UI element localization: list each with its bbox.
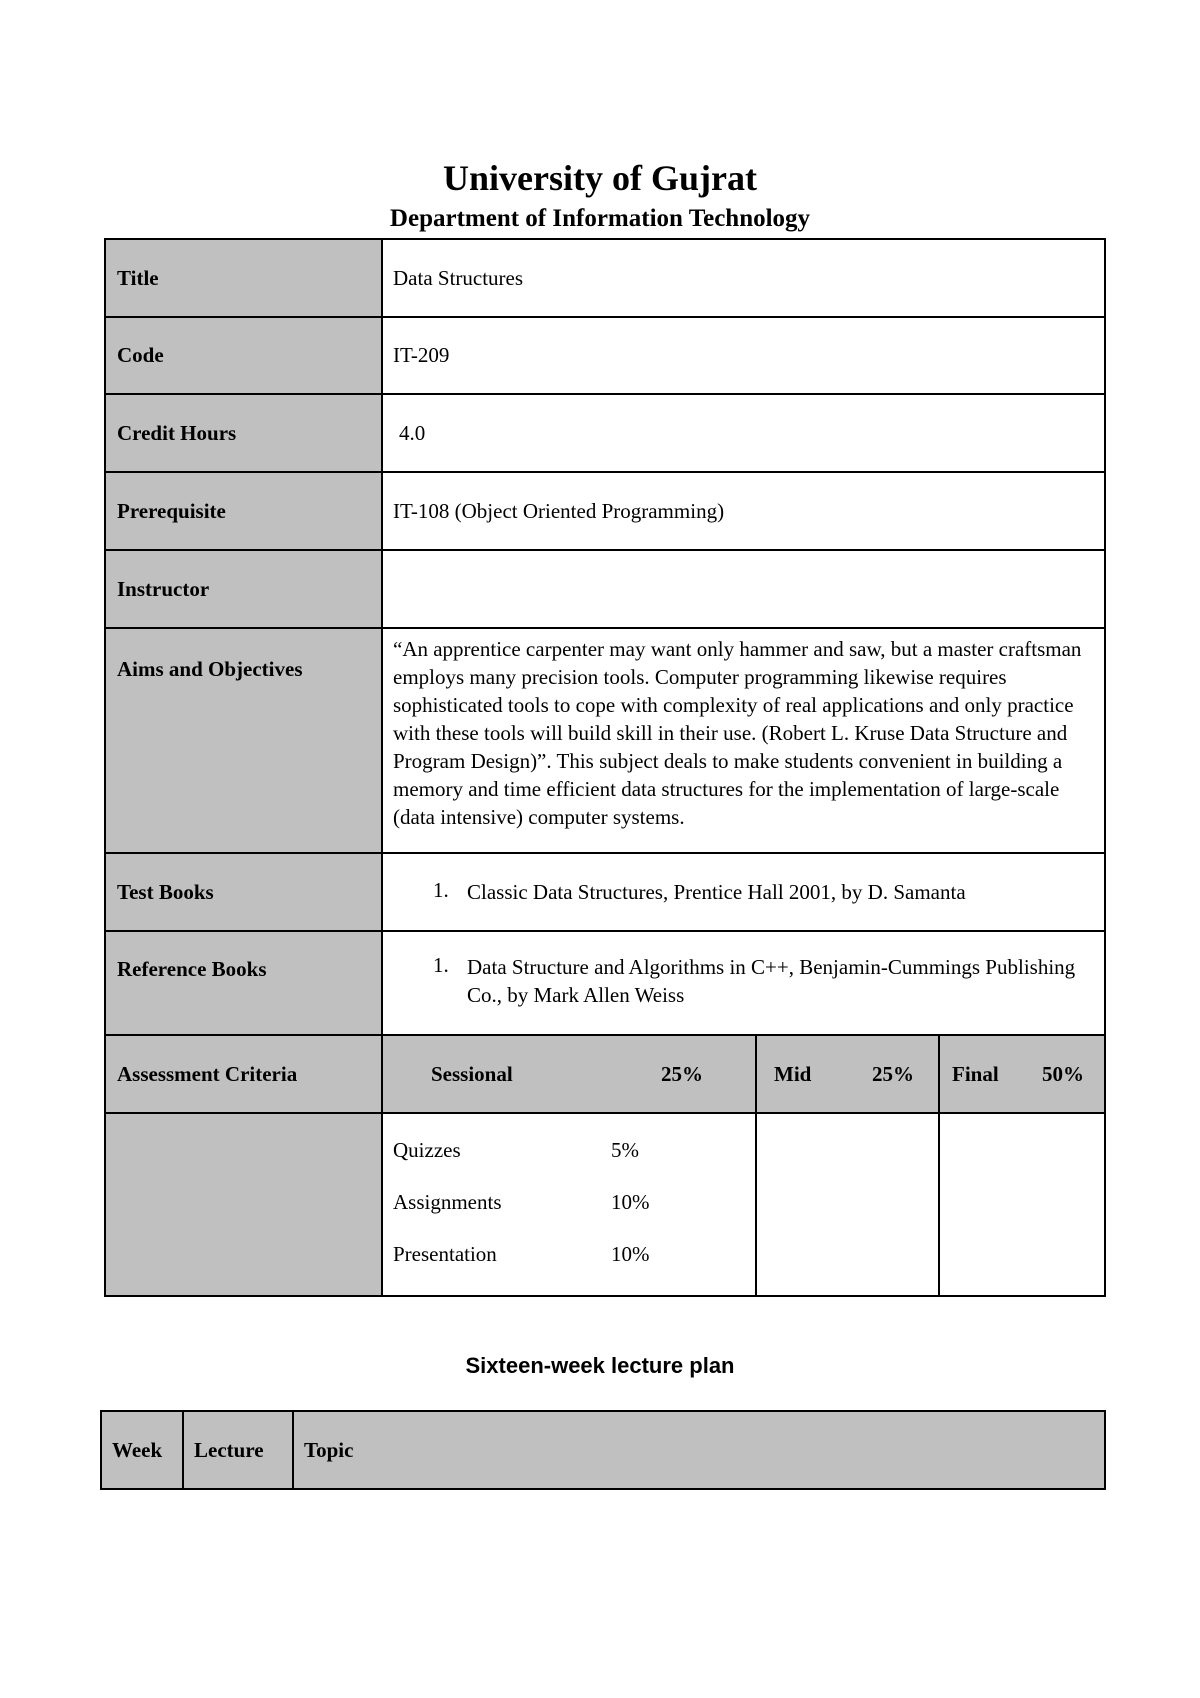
row-prerequisite bbox=[105, 472, 1105, 550]
week-header: Week bbox=[101, 1411, 183, 1489]
list-item bbox=[383, 953, 1104, 1009]
test-book-text: Classic Data Structures, Prentice Hall 2001, by D. Samanta bbox=[467, 880, 966, 904]
item-percent: 5% bbox=[611, 1137, 639, 1162]
list-item bbox=[393, 1228, 755, 1280]
row-test-books bbox=[105, 853, 1105, 931]
row-instructor bbox=[105, 550, 1105, 628]
table-row bbox=[101, 1411, 1105, 1489]
university-title: University of Gujrat bbox=[443, 158, 757, 198]
sessional-label: Sessional bbox=[431, 1061, 513, 1086]
instructor-value bbox=[382, 550, 1105, 628]
item-name: Quizzes bbox=[393, 1137, 461, 1162]
row-assessment-breakdown bbox=[105, 1113, 1105, 1296]
test-books-label: Test Books bbox=[105, 853, 382, 931]
list-number: 1. bbox=[433, 953, 449, 977]
lecture-header: Lecture bbox=[183, 1411, 293, 1489]
code-label: Code bbox=[105, 317, 382, 394]
item-name: Assignments bbox=[393, 1189, 502, 1214]
final-percent: 50% bbox=[1042, 1061, 1084, 1086]
lecture-plan-title: Sixteen-week lecture plan bbox=[465, 1353, 735, 1378]
department-title: Department of Information Technology bbox=[389, 205, 811, 232]
final-label: Final bbox=[952, 1061, 999, 1086]
topic-header: Topic bbox=[293, 1411, 1105, 1489]
list-number: 1. bbox=[433, 878, 449, 902]
item-percent: 10% bbox=[611, 1189, 650, 1214]
list-item bbox=[393, 1124, 755, 1176]
mid-label: Mid bbox=[774, 1061, 812, 1086]
row-code bbox=[105, 317, 1105, 394]
code-value: IT-209 bbox=[382, 317, 1105, 394]
row-title bbox=[105, 239, 1105, 317]
lecture-plan-table bbox=[100, 1410, 1106, 1490]
row-assessment-header bbox=[105, 1035, 1105, 1113]
item-percent: 10% bbox=[611, 1241, 650, 1266]
aims-text: “An apprentice carpenter may want only hammer and saw, but a master craftsman employs many precision tools. Computer programming likewise requires sophisticated tools to cope with complexity of real applications and only practice with these tools will build skill in their use. (Robert L. Kruse Data Structure and Program Design)”. This subject deals to make students convenient in building a memory and time efficient data structures for the implementation of large-scale (data intensive) computer systems. bbox=[393, 637, 1082, 829]
title-label: Title bbox=[105, 239, 382, 317]
list-item bbox=[393, 1176, 755, 1228]
title-value: Data Structures bbox=[382, 239, 1105, 317]
row-aims bbox=[105, 628, 1105, 853]
instructor-label: Instructor bbox=[105, 550, 382, 628]
aims-label: Aims and Objectives bbox=[105, 628, 382, 853]
prerequisite-label: Prerequisite bbox=[105, 472, 382, 550]
sessional-breakdown bbox=[382, 1113, 756, 1296]
sessional-percent: 25% bbox=[661, 1061, 703, 1086]
course-info-table bbox=[104, 238, 1106, 1297]
list-item bbox=[383, 878, 1104, 906]
assessment-label: Assessment Criteria bbox=[105, 1035, 382, 1113]
reference-books-label: Reference Books bbox=[105, 931, 382, 1035]
credit-hours-label: Credit Hours bbox=[105, 394, 382, 472]
row-reference-books bbox=[105, 931, 1105, 1035]
mid-percent: 25% bbox=[872, 1061, 914, 1086]
item-name: Presentation bbox=[393, 1241, 497, 1266]
reference-book-text: Data Structure and Algorithms in C++, Benjamin-Cummings Publishing Co., by Mark Allen Weiss bbox=[467, 955, 1076, 1007]
row-credit-hours bbox=[105, 394, 1105, 472]
prerequisite-value: IT-108 (Object Oriented Programming) bbox=[382, 472, 1105, 550]
credit-hours-value: 4.0 bbox=[382, 394, 1105, 472]
